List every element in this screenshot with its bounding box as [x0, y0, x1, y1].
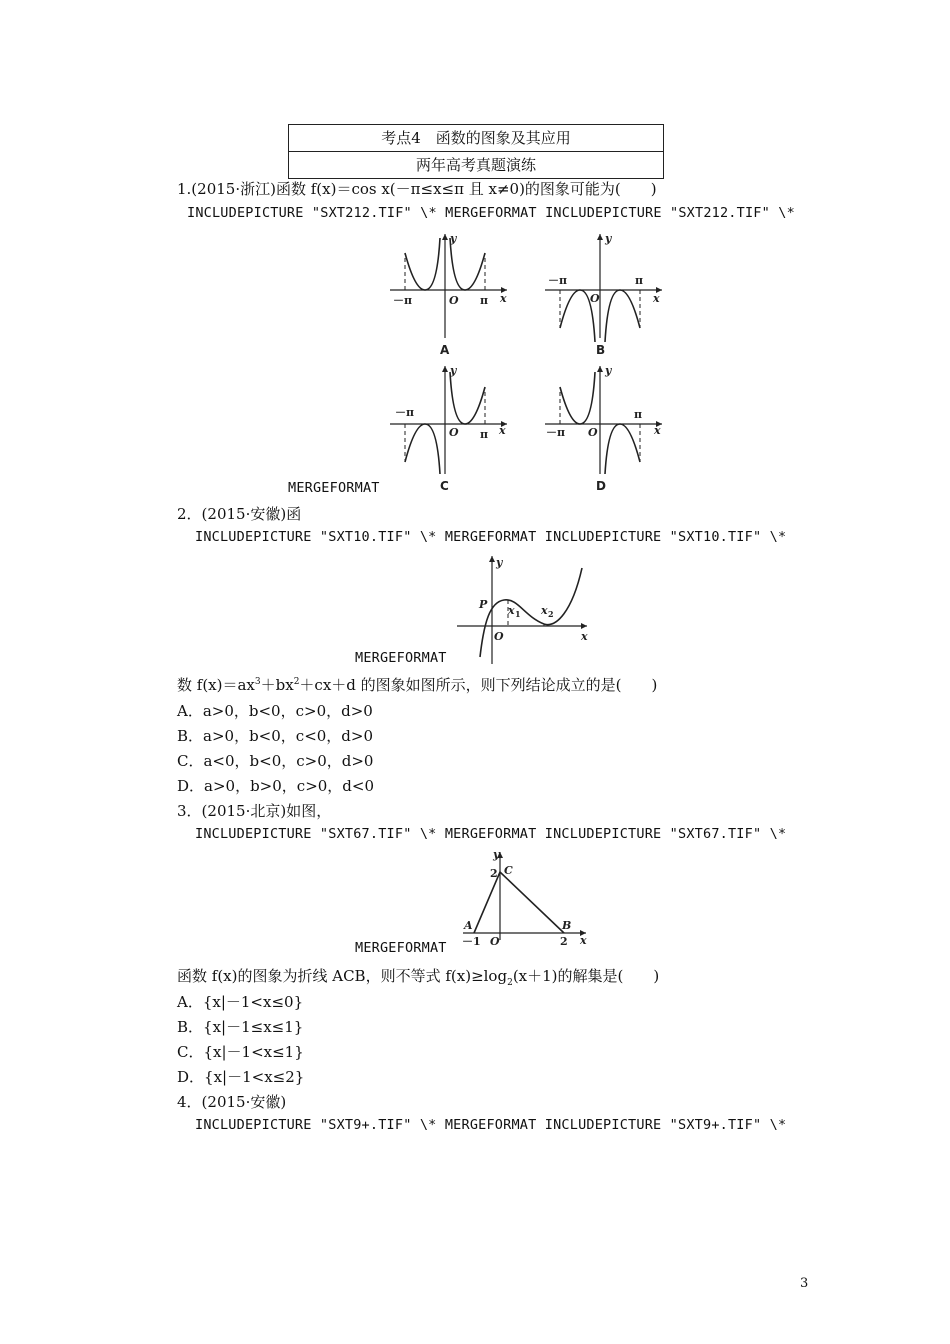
- q2-stem: 2．(2015·安徽)函: [177, 505, 302, 523]
- q1-merge: MERGEFORMAT: [288, 480, 380, 496]
- q1-include-line: INCLUDEPICTURE "SXT212.TIF" \* MERGEFORMAT INCLUDEPICTURE "SXT212.TIF" \*: [187, 205, 795, 221]
- svg-text:O: O: [588, 426, 598, 439]
- svg-text:π: π: [480, 428, 489, 441]
- q1a-neg-pi: －π: [393, 294, 413, 307]
- svg-text:－π: －π: [395, 406, 415, 419]
- svg-text:P: P: [479, 598, 488, 611]
- svg-text:2: 2: [560, 935, 568, 948]
- q2-graph: [452, 552, 597, 667]
- svg-text:－π: －π: [546, 426, 566, 439]
- svg-text:O: O: [590, 292, 600, 305]
- page-number: 3: [800, 1276, 809, 1291]
- svg-text:x: x: [580, 934, 587, 947]
- svg-text:B: B: [562, 919, 572, 932]
- q1-caption-b: B: [596, 343, 606, 357]
- q3-merge: MERGEFORMAT: [355, 940, 447, 956]
- q4-include-line: INCLUDEPICTURE "SXT9+.TIF" \* MERGEFORMAT INCLUDEPICTURE "SXT9+.TIF" \*: [195, 1117, 787, 1133]
- svg-text:1: 1: [515, 609, 521, 619]
- q3-option-d: D．{x|－1<x≤2}: [177, 1068, 305, 1086]
- svg-text:π: π: [480, 294, 489, 307]
- section-title: 考点4 函数的图象及其应用: [381, 129, 571, 147]
- q1-caption-d: D: [596, 479, 606, 493]
- q2-question: 数 $f(x)=ax^3+bx^2+cx+d$ 的图象如图所示，则下列结论成立的是( ): [177, 676, 658, 694]
- svg-text:y: y: [605, 232, 612, 245]
- q3-graph: [458, 848, 593, 948]
- q1-stem: 1.(2015·浙江)函数 f(x)＝cos x(－π≤x≤π 且 x≠0)的图象可能为( ): [177, 180, 657, 198]
- svg-text:2: 2: [490, 867, 498, 880]
- q3-option-b: B．{x|－1≤x≤1}: [177, 1018, 304, 1036]
- svg-text:x: x: [499, 424, 506, 437]
- svg-text:x: x: [581, 630, 588, 643]
- q1-caption-c: C: [440, 479, 449, 493]
- svg-text:y: y: [496, 556, 503, 569]
- q3-stem: 3．(2015·北京)如图，: [177, 802, 332, 820]
- svg-text:y: y: [605, 364, 612, 377]
- q3-option-c: C．{x|－1<x≤1}: [177, 1043, 304, 1061]
- q1-graph-a: [385, 228, 515, 358]
- q1-graph-c: [385, 362, 515, 494]
- q1-caption-a: A: [440, 343, 450, 357]
- svg-text:－1: －1: [462, 935, 481, 948]
- q3-option-a: A．{x|－1<x≤0}: [177, 993, 304, 1011]
- q2-option-a: A．a>0，b<0，c>0，d>0: [177, 702, 373, 720]
- q2-merge: MERGEFORMAT: [355, 650, 447, 666]
- svg-text:x: x: [500, 292, 507, 305]
- svg-text:O: O: [490, 935, 500, 948]
- q1-graph-d: [540, 362, 670, 494]
- svg-text:C: C: [504, 864, 513, 877]
- svg-text:x: x: [508, 604, 515, 617]
- section-subtitle: 两年高考真题演练: [289, 151, 663, 178]
- q2-option-d: D．a>0，b>0，c>0，d<0: [177, 777, 375, 795]
- svg-text:y: y: [450, 232, 457, 245]
- section-header-box: [288, 124, 664, 179]
- svg-text:x: x: [653, 292, 660, 305]
- svg-text:A: A: [464, 919, 473, 932]
- q3-include-line: INCLUDEPICTURE "SXT67.TIF" \* MERGEFORMAT INCLUDEPICTURE "SXT67.TIF" \*: [195, 826, 787, 842]
- q2-option-c: C．a<0，b<0，c>0，d>0: [177, 752, 374, 770]
- q1-graph-b: [540, 228, 670, 358]
- svg-text:y: y: [493, 848, 500, 861]
- q2-include-line: INCLUDEPICTURE "SXT10.TIF" \* MERGEFORMAT INCLUDEPICTURE "SXT10.TIF" \*: [195, 529, 787, 545]
- svg-text:x: x: [654, 424, 661, 437]
- svg-text:y: y: [450, 364, 457, 377]
- svg-text:O: O: [449, 294, 459, 307]
- svg-text:O: O: [494, 630, 504, 643]
- q2-option-b: B．a>0，b<0，c<0，d>0: [177, 727, 374, 745]
- svg-text:2: 2: [548, 609, 554, 619]
- svg-text:π: π: [635, 274, 644, 287]
- svg-text:－π: －π: [548, 274, 568, 287]
- svg-text:x: x: [541, 604, 548, 617]
- q3-question: 函数 f(x)的图象为折线 ACB，则不等式 $f(x)\ge\log_2(x+1)$的解集是( ): [177, 967, 660, 988]
- svg-text:O: O: [449, 426, 459, 439]
- svg-text:π: π: [634, 408, 643, 421]
- q4-stem: 4．(2015·安徽): [177, 1093, 287, 1111]
